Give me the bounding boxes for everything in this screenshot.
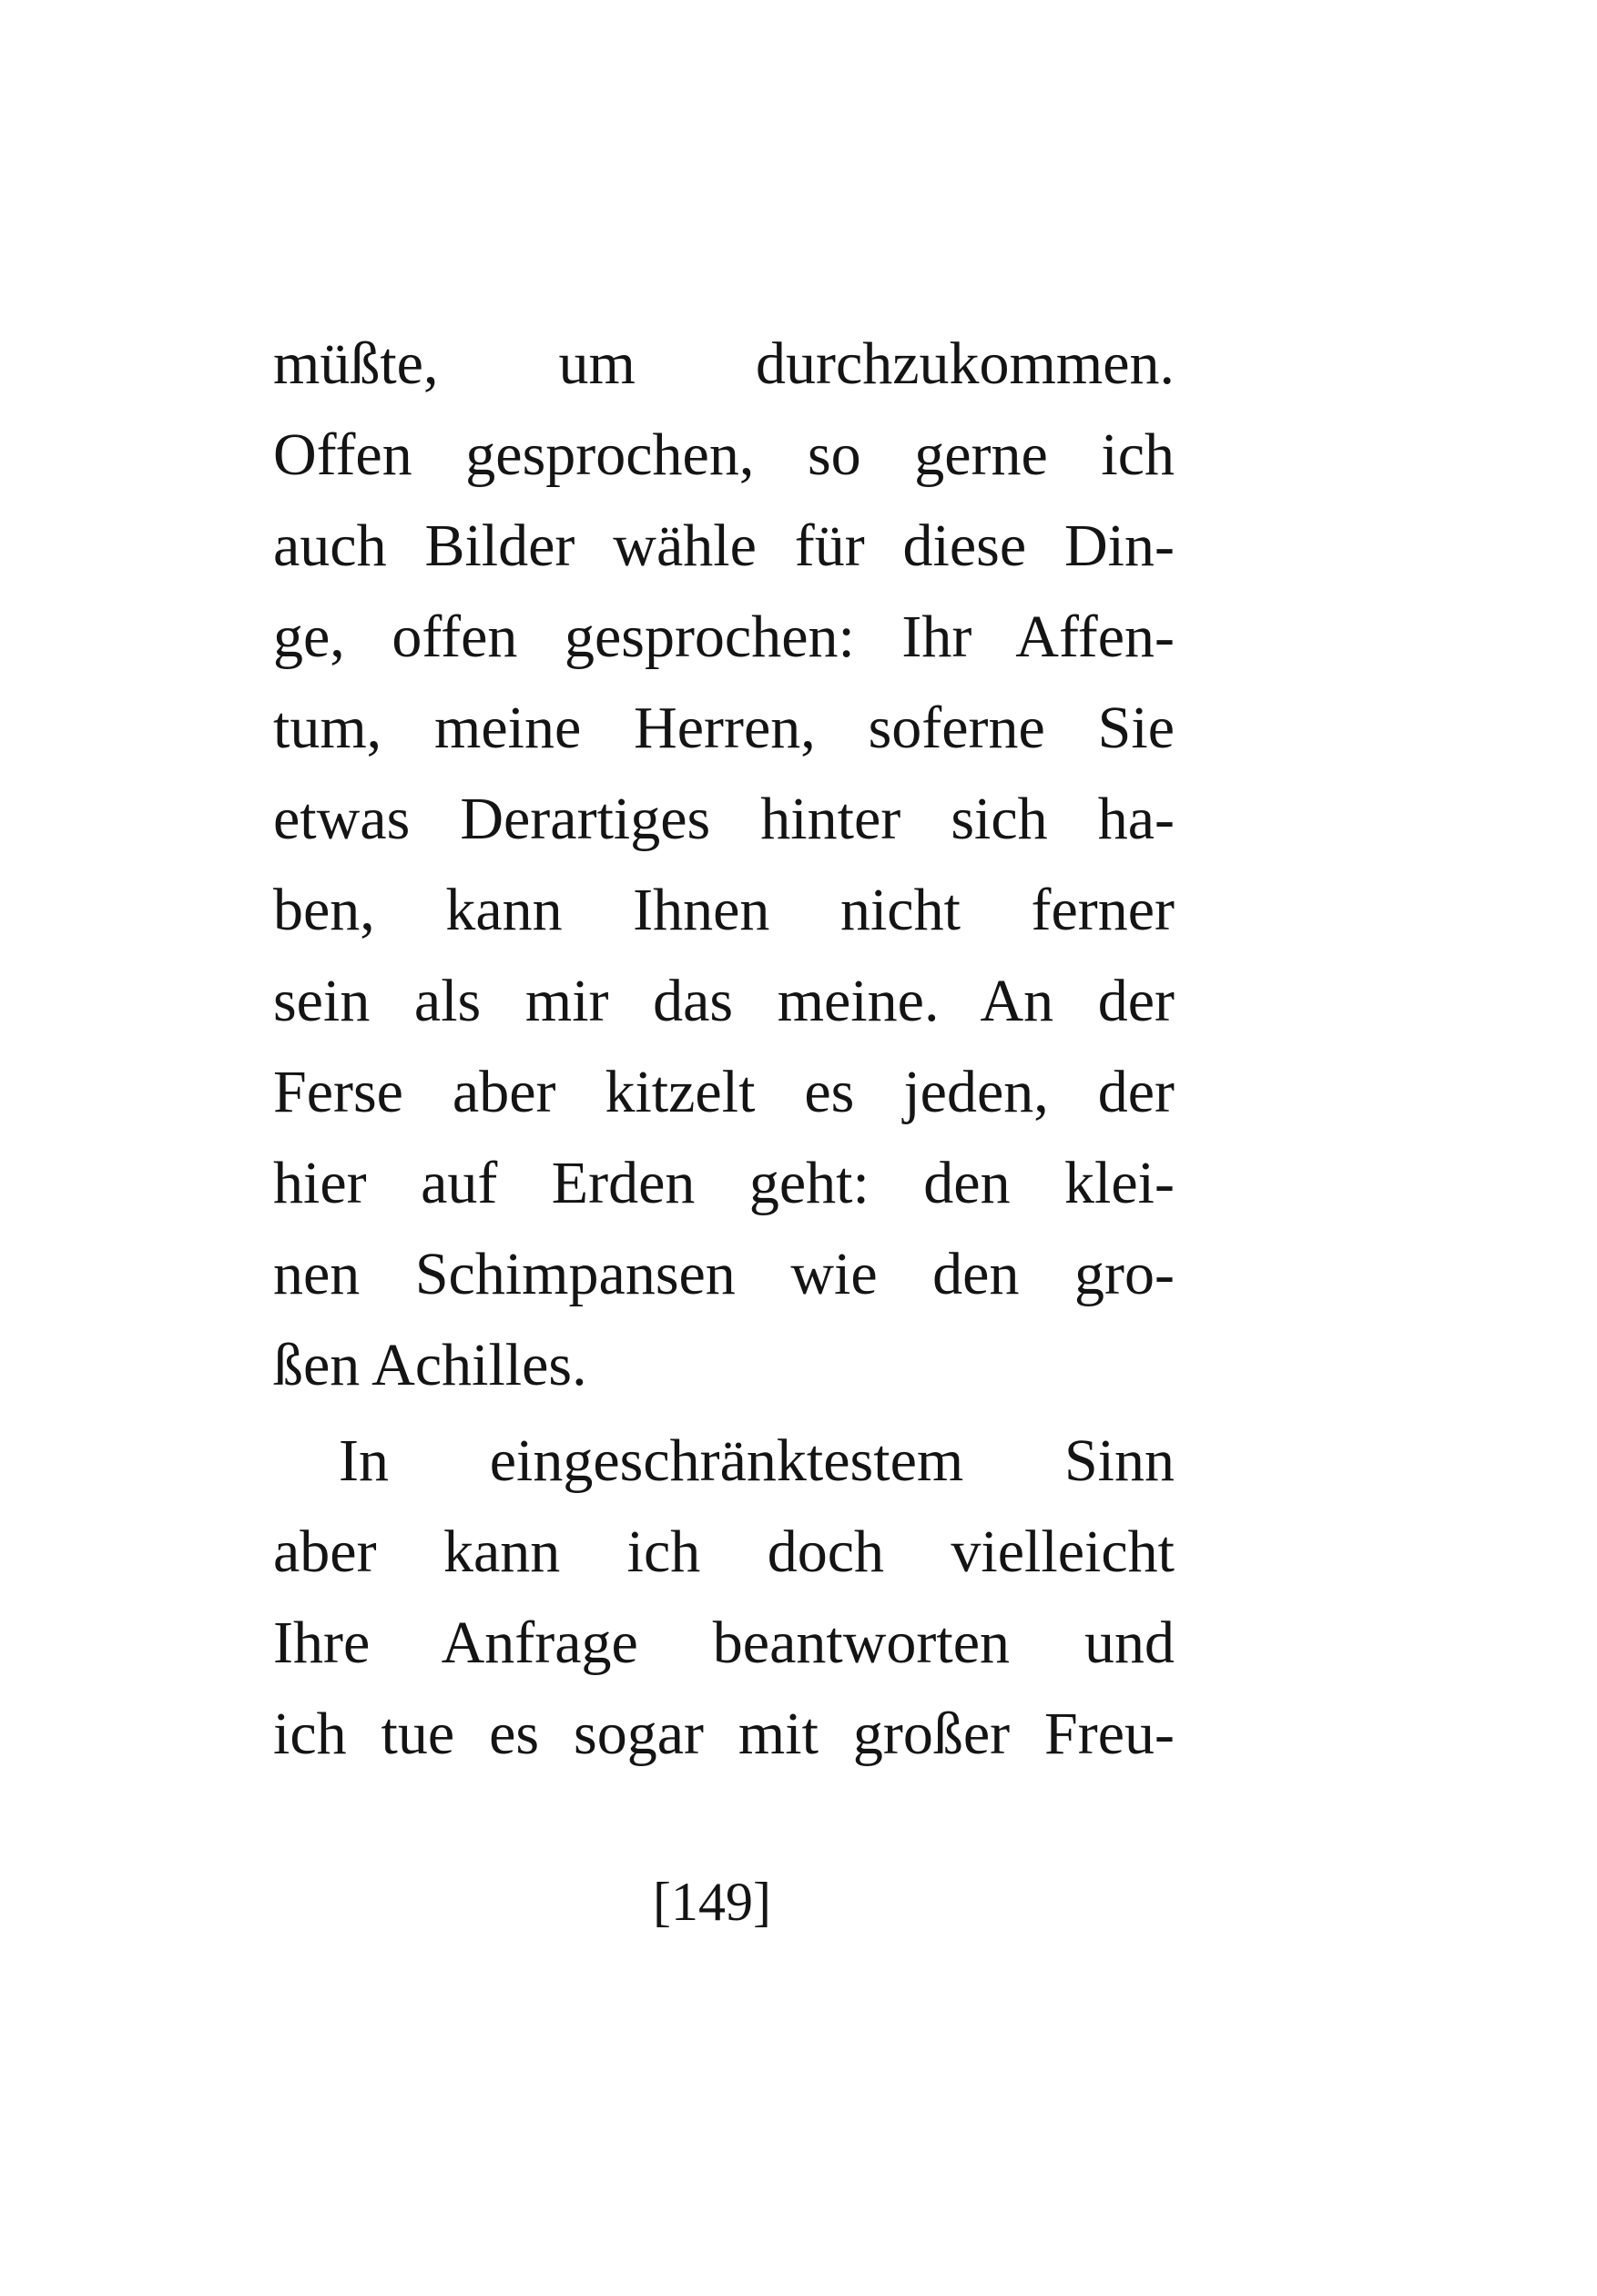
text-line: auch Bilder wähle für diese Din- [273,513,1175,579]
page-number: [149] [653,1872,771,1932]
text-line: Offen gesprochen, so gerne ich [273,422,1175,488]
text-line: ge, offen gesprochen: Ihr Affen- [273,604,1175,670]
text-line: müßte, um durchzukommen. [273,330,1175,397]
text-line: sein als mir das meine. An der [273,968,1175,1034]
text-line: Ferse aber kitzelt es jeden, der [273,1059,1175,1125]
text-line: nen Schimpansen wie den gro- [273,1241,1175,1307]
text-line: etwas Derartiges hinter sich ha- [273,786,1175,852]
text-line: hier auf Erden geht: den klei- [273,1150,1175,1216]
text-line: tum, meine Herren, soferne Sie [273,695,1175,761]
text-line: ich tue es sogar mit großer Freu- [273,1701,1175,1767]
text-line: aber kann ich doch vielleicht [273,1519,1175,1585]
text-line: In eingeschränktestem Sinn [339,1427,1175,1494]
text-line: ßen Achilles. [273,1332,587,1398]
text-line: ben, kann Ihnen nicht ferner [273,877,1175,943]
text-line: Ihre Anfrage beantworten und [273,1610,1175,1676]
